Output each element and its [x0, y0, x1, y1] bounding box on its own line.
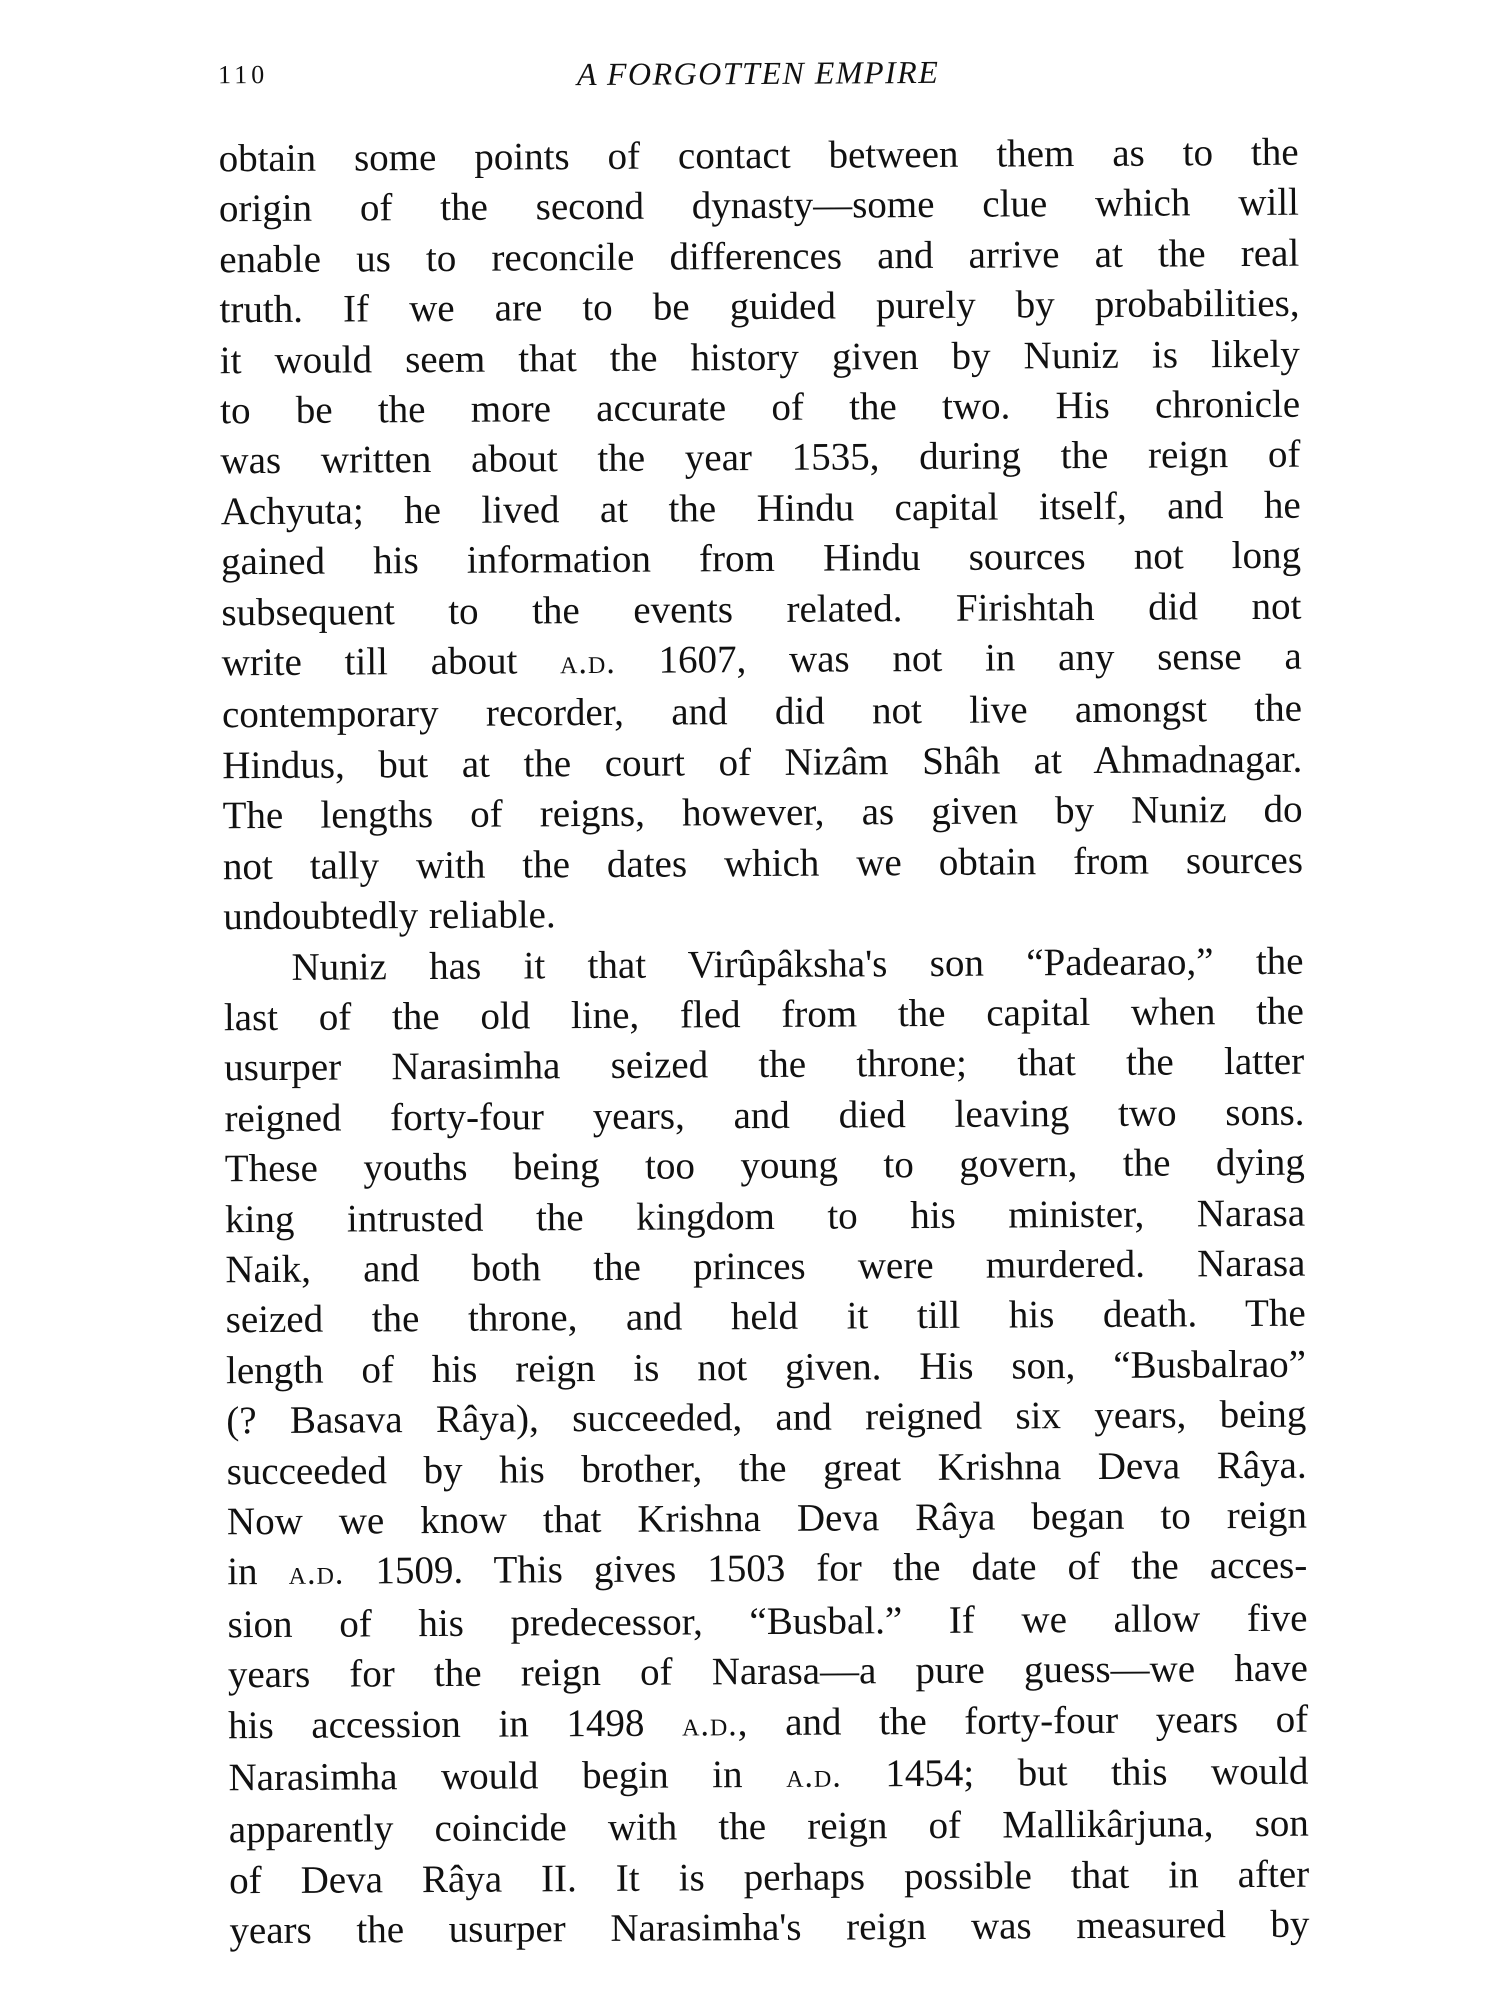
era-abbreviation: a.d. — [559, 643, 616, 682]
text-line: truth. If we are to be guided purely by probabilities, — [219, 281, 1300, 332]
book-page — [218, 52, 1310, 1959]
text-line: seized the throne, and held it till his death. The — [225, 1292, 1306, 1342]
paragraph-1 — [218, 128, 1303, 943]
text-line: obtain some points of contact between them as to the — [218, 130, 1299, 181]
text-line: enable us to reconcile differences and arrive at the real — [219, 231, 1300, 282]
text-line: The lengths of reigns, however, as given by Nuniz do — [222, 787, 1303, 838]
text-line: apparently coincide with the reign of Mallikârjuna, son — [228, 1802, 1309, 1852]
running-title: A FORGOTTEN EMPIRE — [576, 53, 940, 93]
era-abbreviation: a.d. — [786, 1757, 842, 1795]
era-abbreviation: a.d. — [288, 1554, 345, 1593]
text-line: Nuniz has it that Virûpâksha's son “Padearao,” the — [291, 939, 1304, 989]
text-line: contemporary recorder, and did not live amongst the — [221, 687, 1303, 737]
text-line: undoubtedly reliable. — [223, 893, 556, 939]
text-line: length of his reign is not given. His son, “Busbalrao” — [225, 1342, 1307, 1393]
text-line: Narasimha would begin in a.d. 1454; but this would — [228, 1749, 1309, 1800]
text-line: usurper Narasimha seized the throne; that the latter — [224, 1039, 1305, 1090]
running-head — [218, 52, 1298, 107]
text-line: was written about the year 1535, during the reign of — [220, 433, 1301, 483]
text-line: it would seem that the history given by Nuniz is likely — [219, 332, 1300, 382]
era-abbreviation: a.d. — [681, 1705, 738, 1744]
text-line: not tally with the dates which we obtain from sources — [222, 838, 1304, 888]
text-line: gained his information from Hindu sources not long — [220, 533, 1302, 584]
text-line: to be the more accurate of the two. His chronicle — [220, 382, 1301, 433]
text-line: king intrusted the kingdom to his minister, Narasa — [224, 1191, 1306, 1241]
page-number: 110 — [218, 59, 269, 90]
text-line: reigned forty-four years, and died leaving two sons. — [224, 1090, 1305, 1140]
text-line: Hindus, but at the court of Nizâm Shâh at Ahmadnagar. — [222, 737, 1303, 788]
text-line: Achyuta; he lived at the Hindu capital itself, and he — [220, 483, 1301, 534]
text-line: subsequent to the events related. Firishtah did not — [221, 584, 1302, 634]
text-line: Now we know that Krishna Deva Râya began to reign — [226, 1493, 1308, 1544]
text-line: These youths being too young to govern, the dying — [224, 1140, 1305, 1191]
text-line: years for the reign of Narasa—a pure guess—we have — [227, 1646, 1308, 1697]
text-line: last of the old line, fled from the capital when the — [223, 989, 1304, 1040]
text-line: Naik, and both the princes were murdered. Narasa — [225, 1241, 1306, 1292]
text-line: his accession in 1498 a.d., and the forty-four years of — [228, 1697, 1309, 1747]
text-line: years the usurper Narasimha's reign was measured by — [229, 1902, 1310, 1953]
text-line: origin of the second dynasty—some clue which will — [218, 181, 1300, 231]
text-line: in a.d. 1509. This gives 1503 for the date of the acces- — [227, 1544, 1308, 1594]
text-line: succeeded by his brother, the great Krishna Deva Râya. — [226, 1443, 1307, 1493]
paragraph-2 — [223, 936, 1309, 1957]
body-text — [218, 128, 1309, 1957]
text-line: sion of his predecessor, “Busbal.” If we allow five — [227, 1596, 1308, 1647]
text-line: write till about a.d. 1607, was not in any sense a — [221, 634, 1302, 685]
text-line: of Deva Râya II. It is perhaps possible that in after — [229, 1852, 1310, 1903]
text-line: (? Basava Râya), succeeded, and reigned six years, being — [226, 1392, 1307, 1443]
